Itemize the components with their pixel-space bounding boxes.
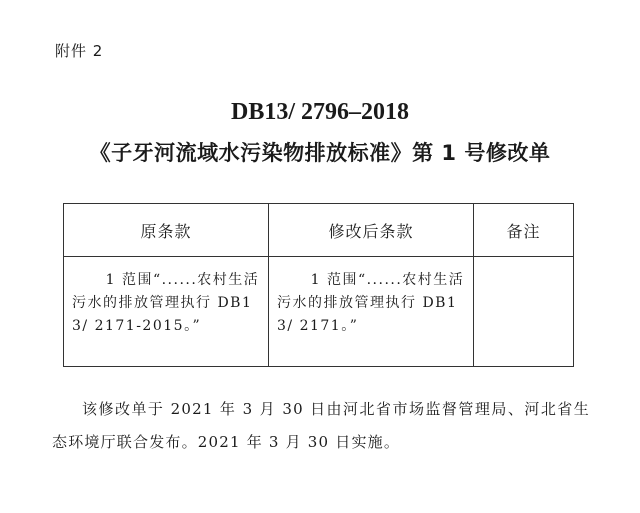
table-row bbox=[64, 257, 574, 367]
table-header-row bbox=[64, 204, 574, 257]
amendment-table bbox=[63, 203, 574, 367]
attachment-label: 附件 2 bbox=[55, 42, 104, 60]
revised-clause-text: 1 范围“......农村生活污水的排放管理执行 DB13/ 2171。” bbox=[277, 272, 465, 334]
issuance-notice: 该修改单于 2021 年 3 月 30 日由河北省市场监督管理局、河北省生态环境厅联合发布。2021 年 3 月 30 日实施。 bbox=[52, 400, 590, 451]
header-revised-clause: 修改后条款 bbox=[269, 204, 474, 257]
header-remarks: 备注 bbox=[474, 204, 574, 257]
original-clause-text: 1 范围“......农村生活污水的排放管理执行 DB13/ 2171-2015。” bbox=[72, 272, 260, 334]
remarks-cell bbox=[474, 257, 574, 367]
header-original-clause: 原条款 bbox=[64, 204, 269, 257]
document-title: 《子牙河流域水污染物排放标准》第 1 号修改单 bbox=[89, 141, 551, 165]
standard-code: DB13/ 2796–2018 bbox=[230, 99, 409, 125]
original-clause-cell bbox=[64, 257, 269, 367]
revised-clause-cell bbox=[269, 257, 474, 367]
